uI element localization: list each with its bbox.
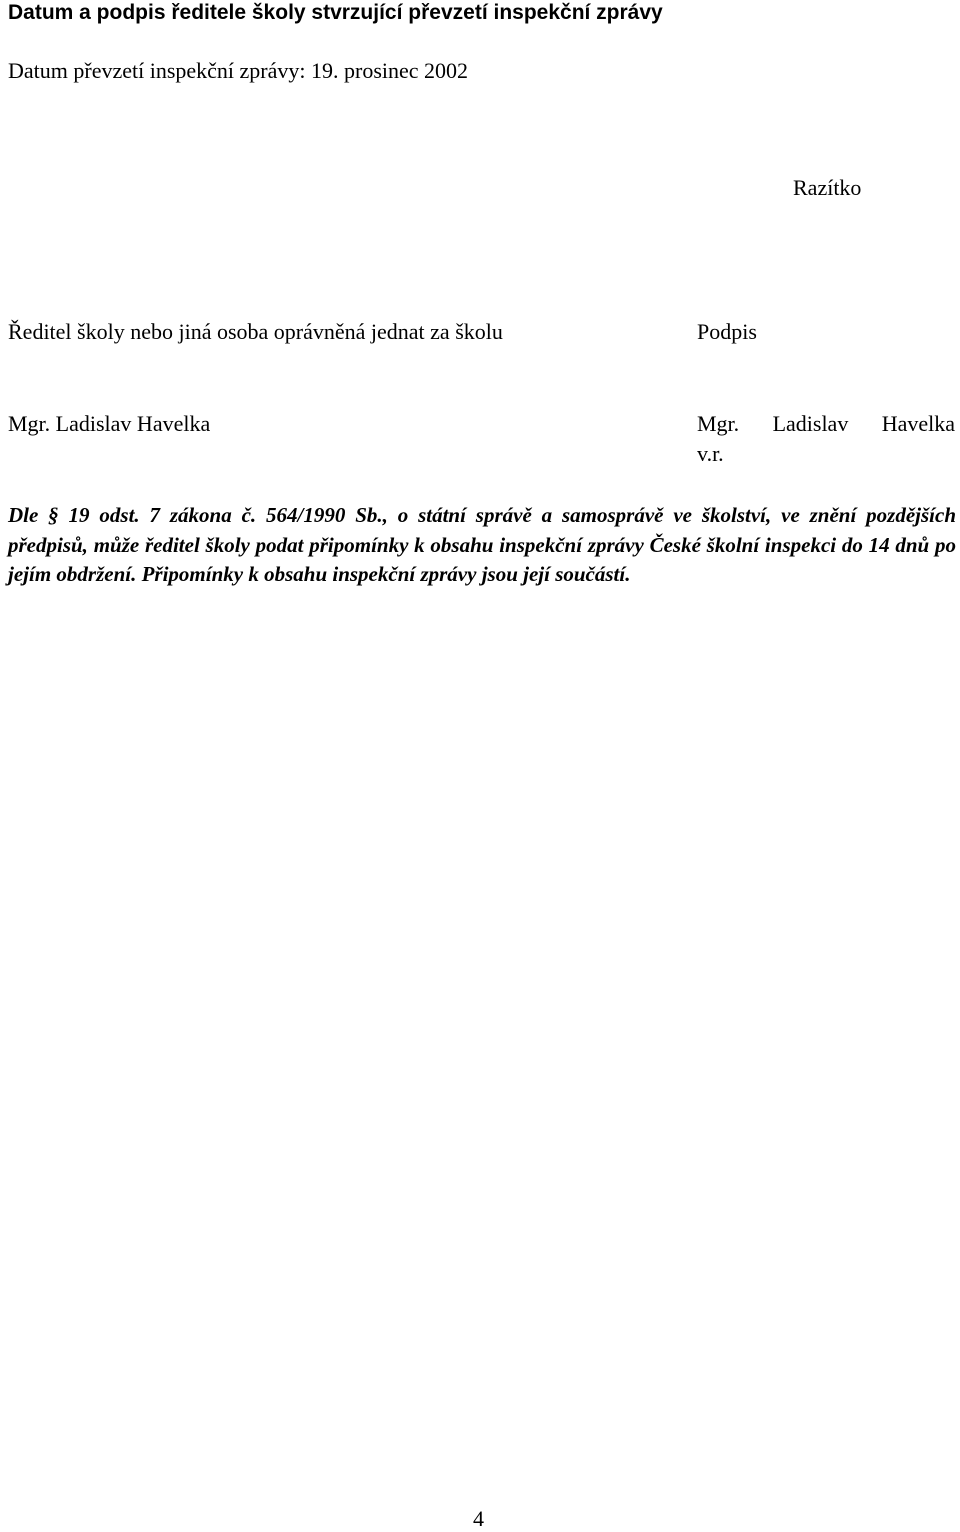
signatory-name: Mgr. Ladislav Havelka [8,411,211,436]
signature-note: v.r. [697,441,724,466]
receipt-date-line [8,58,468,84]
receipt-date-label: Datum převzetí inspekční zprávy: [8,58,306,83]
signature-name [697,411,955,437]
signature-name-first: Ladislav [772,411,849,436]
signature-label: Podpis [697,319,757,344]
signatory-role-label: Ředitel školy nebo jiná osoba oprávněná jednat za školu [8,319,503,344]
document-heading: Datum a podpis ředitele školy stvrzující převzetí inspekční zprávy [8,1,663,24]
legal-reference: Dle § 19 odst. 7 zákona č. 564/1990 Sb. [8,503,383,527]
receipt-date-value: 19. prosinec 2002 [311,58,469,83]
legal-notice [8,501,956,590]
signature-name-title: Mgr. [697,411,740,436]
signature-name-last: Havelka [881,411,955,436]
legal-notice-text: , o státní správě a samosprávě ve školství, ve znění pozdějších předpisů, může ředitel školy podat připomínky k obsahu inspekční zprávy České školní inspekci do 14 dnů po jejím obdržení. Připomínky k obsahu inspekční zprávy jsou její součástí. [8,503,956,586]
stamp-label: Razítko [793,175,862,200]
page-number: 4 [473,1506,484,1531]
